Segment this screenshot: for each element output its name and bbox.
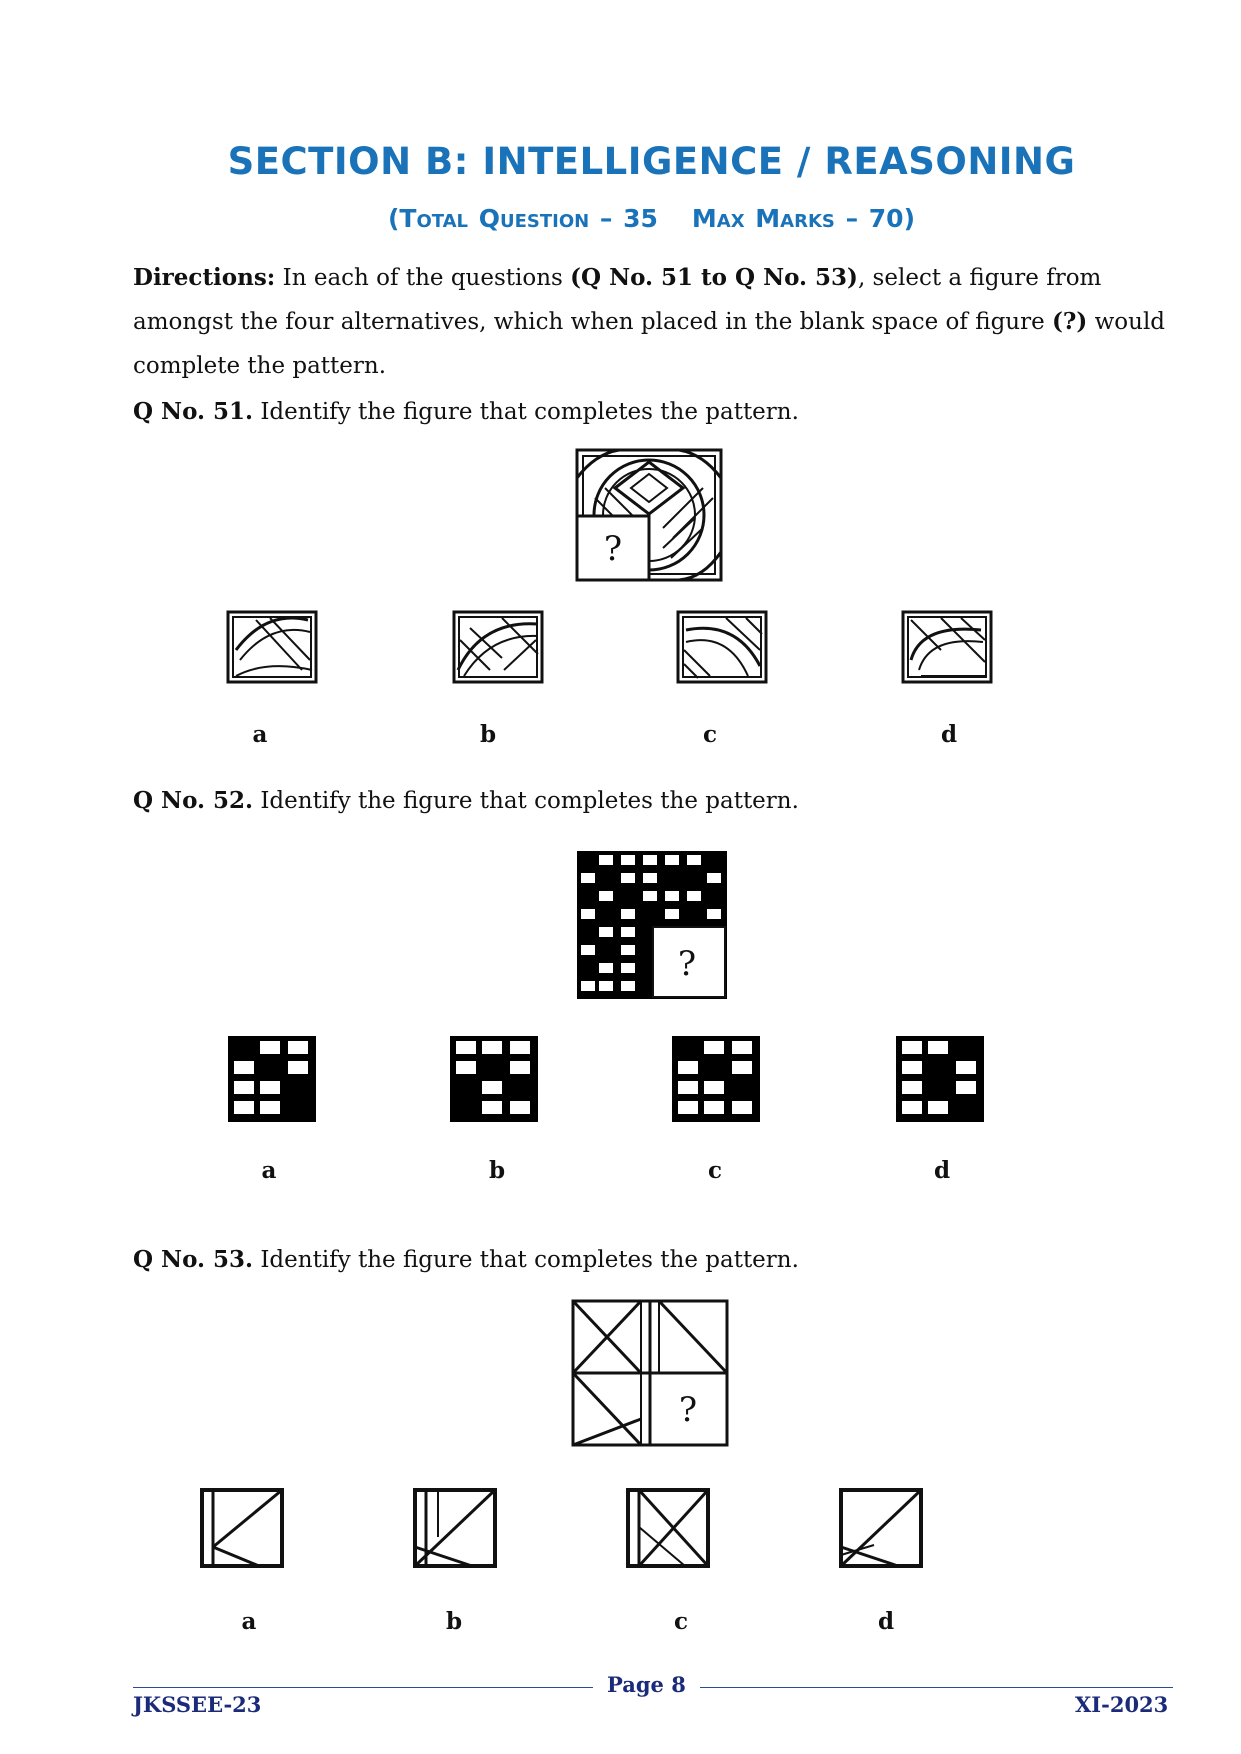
q53-option-b[interactable]: b	[445, 1608, 463, 1635]
missing-mark: ?	[603, 529, 623, 569]
section-title: SECTION B: INTELLIGENCE / REASONING	[227, 140, 1076, 183]
question-51	[133, 398, 799, 425]
q53-option-c-figure[interactable]	[625, 1487, 711, 1569]
q51-option-a[interactable]: a	[252, 721, 268, 748]
directions-text-a: In each of the questions	[282, 265, 563, 291]
q51-option-a-figure[interactable]	[226, 610, 318, 684]
q51-option-d[interactable]: d	[940, 721, 958, 748]
q52-option-d-figure[interactable]	[896, 1036, 984, 1122]
q52-option-a-figure[interactable]	[228, 1036, 316, 1122]
question-number: Q No. 52.	[133, 787, 254, 814]
directions-text-c: would complete the pattern.	[133, 309, 1166, 379]
question-text: Identify the figure that completes the pattern.	[260, 788, 799, 814]
question-52	[133, 787, 799, 814]
q52-option-b-figure[interactable]	[450, 1036, 538, 1122]
footer-rule-right	[700, 1687, 1173, 1688]
total-questions: (Total Question – 35	[387, 204, 658, 233]
question-text: Identify the figure that completes the pattern.	[260, 1247, 799, 1273]
section-subtitle	[0, 204, 1241, 233]
q53-problem-figure	[571, 1299, 729, 1447]
question-53	[133, 1246, 799, 1273]
missing-mark: ?	[678, 1390, 698, 1430]
footer-class-year: XI-2023	[1075, 1692, 1169, 1717]
q53-option-a-figure[interactable]	[199, 1487, 285, 1569]
q53-option-a[interactable]: a	[241, 1608, 257, 1635]
question-number: Q No. 51.	[133, 398, 254, 425]
q53-option-d-figure[interactable]	[838, 1487, 924, 1569]
directions-ref: (Q No. 51 to Q No. 53)	[570, 264, 858, 291]
q52-option-c[interactable]: c	[707, 1157, 722, 1184]
q52-problem-figure	[577, 851, 727, 999]
footer-rule-left	[133, 1687, 593, 1688]
directions-qmark: (?)	[1052, 308, 1088, 335]
missing-mark: ?	[677, 944, 697, 984]
q51-option-c[interactable]: c	[702, 721, 717, 748]
page-number: Page 8	[607, 1672, 686, 1697]
q51-option-b[interactable]: b	[479, 721, 497, 748]
footer-exam-code: JKSSEE-23	[133, 1692, 262, 1717]
q51-problem-figure	[575, 448, 723, 582]
q52-option-c-figure[interactable]	[672, 1036, 760, 1122]
q53-option-b-figure[interactable]	[412, 1487, 498, 1569]
q53-option-d[interactable]: d	[877, 1608, 895, 1635]
question-number: Q No. 53.	[133, 1246, 254, 1273]
q51-option-b-figure[interactable]	[452, 610, 544, 684]
q51-option-d-figure[interactable]	[901, 610, 993, 684]
q51-option-c-figure[interactable]	[676, 610, 768, 684]
q52-option-a[interactable]: a	[261, 1157, 277, 1184]
directions	[133, 256, 1173, 388]
max-marks: Max Marks – 70)	[691, 204, 916, 233]
directions-label: Directions:	[133, 264, 276, 291]
q52-option-d[interactable]: d	[933, 1157, 951, 1184]
q53-option-c[interactable]: c	[673, 1608, 688, 1635]
q52-option-b[interactable]: b	[488, 1157, 506, 1184]
question-text: Identify the figure that completes the pattern.	[260, 399, 799, 425]
directions-text-b: , select a figure from amongst the four alternatives, which when placed in the blank space of figure	[133, 265, 1102, 335]
